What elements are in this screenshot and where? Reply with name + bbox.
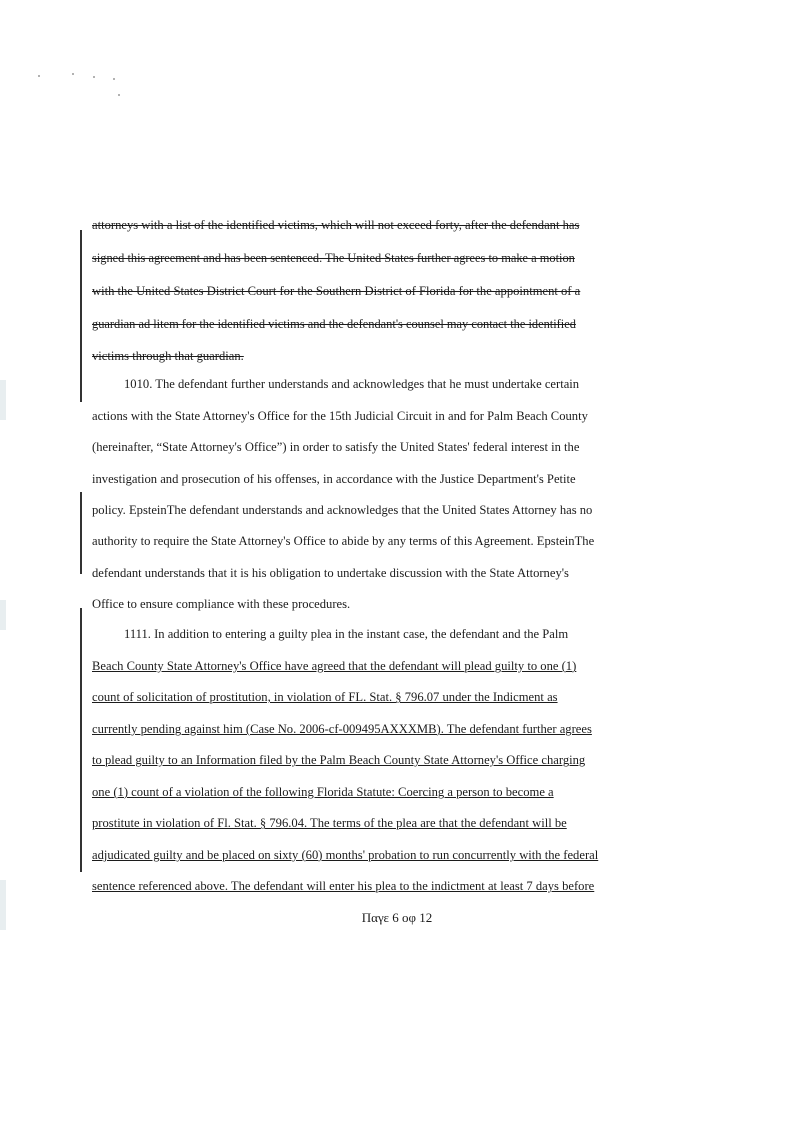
text-line-3-content: with the United States District Court for the Southern District of Florida for the appointment of a xyxy=(92,284,581,298)
scan-speck xyxy=(72,73,74,75)
revision-change-bar xyxy=(80,608,82,872)
scan-edge xyxy=(0,380,6,420)
text-line-11 xyxy=(92,533,595,549)
text-line-20 xyxy=(92,815,580,831)
text-line-5-content: victims through that guardian. xyxy=(92,349,244,363)
text-line-22-content: sentence referenced above. The defendant will enter his plea to the indictment at least 7 days before xyxy=(92,879,595,893)
text-line-8 xyxy=(92,439,580,455)
text-line-6 xyxy=(124,376,580,392)
text-line-14 xyxy=(124,626,580,642)
text-line-3 xyxy=(92,283,580,299)
text-line-2 xyxy=(92,250,580,266)
scan-speck xyxy=(118,94,120,96)
text-line-19-content: one (1) count of a violation of the following Florida Statute: Coercing a person to become a xyxy=(92,785,554,799)
text-line-5 xyxy=(92,348,244,364)
text-line-4-content: guardian ad litem for the identified victims and the defendant's counsel may contact the identified xyxy=(92,317,576,331)
text-line-15 xyxy=(92,658,580,674)
text-line-6-content: 1010. The defendant further understands and acknowledges that he must undertake certain xyxy=(124,377,580,391)
text-line-21 xyxy=(92,847,599,863)
text-line-8-content: (hereinafter, “State Attorney's Office”) in order to satisfy the United States' federal interest in the xyxy=(92,440,580,454)
text-line-18 xyxy=(92,752,586,768)
page-footer xyxy=(0,910,794,926)
revision-change-bar xyxy=(80,230,82,402)
text-line-18-content: to plead guilty to an Information filed by the Palm Beach County State Attorney's Office charging xyxy=(92,753,586,767)
text-line-7-content: actions with the State Attorney's Office for the 15th Judicial Circuit in and for Palm Beach County xyxy=(92,409,588,423)
scan-speck xyxy=(38,75,40,77)
text-line-9 xyxy=(92,471,580,487)
text-line-14-content: 1111. In addition to entering a guilty plea in the instant case, the defendant and the Palm xyxy=(124,627,569,641)
text-line-10 xyxy=(92,502,593,518)
text-line-17-content: currently pending against him (Case No. 2006-cf-009495AXXXMB). The defendant further agrees xyxy=(92,722,592,736)
text-line-13 xyxy=(92,596,350,612)
text-line-20-content: prostitute in violation of Fl. Stat. § 796.04. The terms of the plea are that the defendant will be xyxy=(92,816,567,830)
text-line-2-content: signed this agreement and has been sentenced. The United States further agrees to make a motion xyxy=(92,251,575,265)
scan-speck xyxy=(113,78,115,80)
text-line-1-content: attorneys with a list of the identified victims, which will not exceed forty, after the defendant has xyxy=(92,218,580,232)
revision-change-bar xyxy=(80,492,82,574)
text-line-21-content: adjudicated guilty and be placed on sixty (60) months' probation to run concurrently with the federal xyxy=(92,848,599,862)
scan-speck xyxy=(93,76,95,78)
text-line-13-content: Office to ensure compliance with these procedures. xyxy=(92,597,351,611)
text-line-4 xyxy=(92,316,580,332)
text-line-16-content: count of solicitation of prostitution, in violation of FL. Stat. § 796.07 under the Indicment as xyxy=(92,690,558,704)
text-line-16 xyxy=(92,689,580,705)
text-line-11-content: authority to require the State Attorney's Office to abide by any terms of this Agreement. EpsteinThe xyxy=(92,534,595,548)
text-line-17 xyxy=(92,721,592,737)
text-line-19 xyxy=(92,784,580,800)
scan-edge xyxy=(0,600,6,630)
text-line-12 xyxy=(92,565,580,581)
text-line-22 xyxy=(92,878,595,894)
page-number: Παγε 6 οφ 12 xyxy=(361,910,433,925)
text-line-9-content: investigation and prosecution of his offenses, in accordance with the Justice Department's Petite xyxy=(92,472,576,486)
text-line-1 xyxy=(92,217,580,233)
text-line-7 xyxy=(92,408,588,424)
text-line-10-content: policy. EpsteinThe defendant understands and acknowledges that the United States Attorney has no xyxy=(92,503,593,517)
text-line-15-content: Beach County State Attorney's Office have agreed that the defendant will plead guilty to one (1) xyxy=(92,659,577,673)
text-line-12-content: defendant understands that it is his obligation to undertake discussion with the State Attorney's xyxy=(92,566,569,580)
